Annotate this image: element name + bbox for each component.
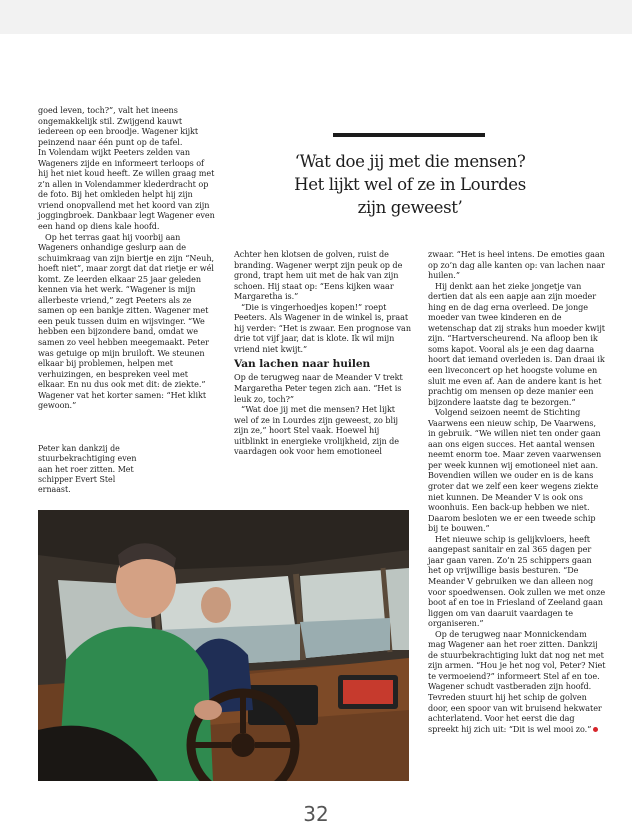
- pull-quote: ‘Wat doe jij met die mensen? Het lijkt wel of ze in Lourdes zijn geweest’: [294, 152, 526, 217]
- paragraph-text: Op de terugweg naar Monnickendam mag Wagener aan het roer zitten. Dankzij de stuurbekrachtiging lukt dat nog net met zijn armen. “Hou je het nog vol, Peter? Niet te vermoeiend?” informeert Stel af en toe. Wagener schudt vastberaden zijn hoofd. Tevreden stuurt hij het schip de golven door, een spoor van wit bruisend hekwater achterlatend. Voor het eerst die dag spreekt hij zich uit: “Dit is wel mooi zo.”: [428, 628, 606, 734]
- paragraph: Volgend seizoen neemt de Stichting Vaarwens een nieuw schip, De Vaarwens, in gebruik. “We willen niet ten onder gaan aan ons eigen succes. Het aantal wensen neemt enorm toe. Maar zeven vaarwensen per week kunnen wij emotioneel niet aan. Bovendien willen we ouder en is de kans groter dat we zelf een keer wegens ziekte niet kunnen. De Meander V is ook ons woonhuis. Een back-up hebben we niet. Daarom besloten we er een tweede schip bij te bouwen.”: [428, 407, 602, 534]
- photo-caption: Peter kan dankzij de stuurbekrachtiging even aan het roer zitten. Met schipper Evert Stel ernaast.: [38, 444, 137, 495]
- end-bullet-icon: [593, 727, 598, 732]
- paragraph: “Wat doe jij met die mensen? Het lijkt wel of ze in Lourdes zijn geweest, zo blij zijn ze,” hoort Stel vaak. Hoewel hij uitblinkt in energieke vrolijkheid, zijn de vaardagen ook voor hem emotioneel: [234, 404, 400, 457]
- paragraph: Op het terras gaat hij voorbij aan Wageners onhandige geslurp aan de schuimkraag van zijn biertje en zijn “Neuh, hoeft niet”, maar zorgt dat dat rietje er wél komt. Ze leerden elkaar 25 jaar geleden kennen via het werk. “Wagener is mijn allerbeste vriend,” zegt Peeters als ze samen op een bankje zitten. Wagener met een peuk tussen duim en wijsvinger. “We hebben een bijzondere band, omdat we samen zo veel hebben meegemaakt. Peter was getuige op mijn bruiloft. We steunen elkaar bij problemen, helpen met verhuizingen, en bespreken veel met elkaar. En nu dus ook met dit: de ziekte.” Wagener vat het korter samen: “Het klikt gewoon.”: [38, 231, 215, 411]
- paragraph: Het nieuwe schip is gelijkvloers, heeft aangepast sanitair en zal 365 dagen per jaar gaan varen. Zo’n 25 schippers gaan het op vrijwillige basis besturen. “De Meander V gebruiken we dan alleen nog voor spoedwensen. Ook zullen we met onze boot af en toe in Friesland of Zeeland gaan liggen om van daaruit vaardagen te organiseren.”: [428, 533, 606, 629]
- paragraph-last: [428, 629, 606, 734]
- section-heading: Van lachen naar huilen: [234, 358, 371, 371]
- pull-quote-rule: [333, 133, 485, 137]
- top-margin-band: [0, 0, 632, 34]
- page-number: 32: [303, 802, 329, 826]
- paragraph: Achter hen klotsen de golven, ruist de branding. Wagener werpt zijn peuk op de grond, trapt hem uit met de hak van zijn schoen. Hij staat op: “Eens kijken waar Margaretha is.”: [234, 249, 403, 302]
- paragraph: Op de terugweg naar de Meander V trekt Margaretha Peter tegen zich aan. “Het is leuk zo, toch?”: [234, 372, 403, 404]
- paragraph: Hij denkt aan het zieke jongetje van dertien dat als een aapje aan zijn moeder hing en de dag erna overleed. De jonge moeder van twee kinderen en de wetenschap dat zij straks hun moeder kwijt zijn. “Hartverscheurend. Na afloop ben ik soms kapot. Vooral als je een dag daarna hoort dat iemand overleden is. Dan draai ik een liveconcert op het hoogste volume en sluit me even af. Aan de andere kant is het prachtig om mensen op deze manier een bijzondere laatste dag te bezorgen.”: [428, 280, 605, 407]
- article-column-1: [38, 105, 216, 411]
- wheelhouse-photo: [38, 510, 409, 781]
- article-column-3: [428, 249, 606, 734]
- paragraph: zwaar. “Het is heel intens. De emoties gaan op zo’n dag alle kanten op: van lachen naar huilen.”: [428, 249, 605, 281]
- paragraph: In Volendam wijkt Peeters zelden van Wageners zijde en informeert terloops of hij het niet koud heeft. Ze willen graag met z’n allen in Volendammer klederdracht op de foto. Bij het omkleden helpt hij zijn vriend onopvallend met het koord van zijn joggingbroek. Dankbaar legt Wagener even een hand op diens kale hoofd.: [38, 147, 215, 232]
- article-column-2: [234, 249, 411, 457]
- paragraph: “Die is vingerhoedjes kopen!” roept Peeters. Als Wagener in de winkel is, praat hij verder: “Het is zwaar. Een prognose van drie tot vijf jaar, dat is klote. Ik wil mijn vriend niet kwijt.”: [234, 301, 411, 354]
- paragraph: goed leven, toch?”, valt het ineens ongemakkelijk stil. Zwijgend kauwt iedereen op een broodje. Wagener kijkt peinzend naar één punt op de tafel.: [38, 105, 199, 147]
